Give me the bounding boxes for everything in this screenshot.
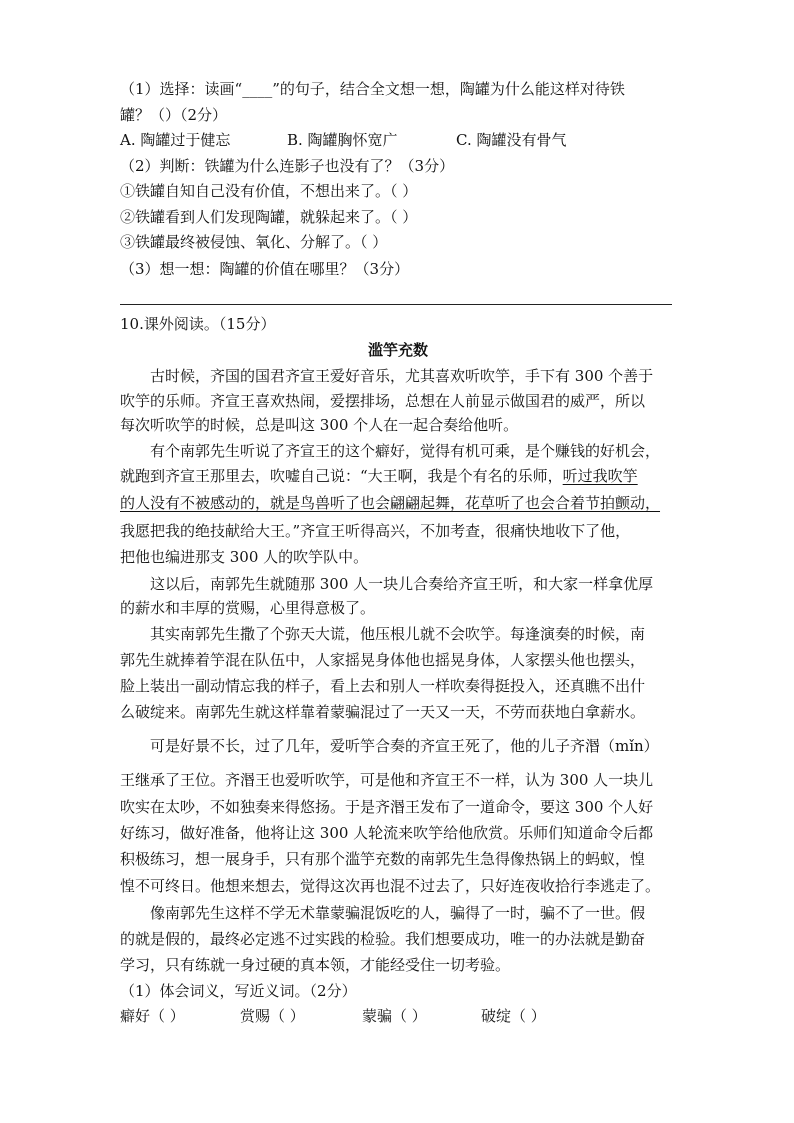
passage-line: 其实南郭先生撒了个弥天大谎，他压根儿就不会吹竽。每逢演奏的时候，南 [150,625,646,643]
question-9-1-line-1: （1）选择：读画“____”的句子，结合全文想一想，陶罐为什么能这样对待铁 [120,80,625,98]
passage-line: 的薪水和丰厚的赏赐，心里得意极了。 [120,599,376,617]
passage-title: 滥竽充数 [367,341,428,359]
question-9-1-line-2: 罐？（）（2分） [120,106,228,124]
judge-item-2: ②铁罐看到人们发现陶罐，就躲起来了。（ ） [120,208,418,226]
option-b: B. 陶罐胸怀宽广 [287,131,398,149]
word-blank-4: 破绽（ ） [481,1007,546,1025]
passage-line: 吹实在太吵，不如独奏来得悠扬。于是齐湣王发布了一道命令，要这 300 个人好 [120,798,654,816]
section-10-heading: 10.课外阅读。（15分） [120,315,276,333]
passage-line: 惶不可终日。他想来想去，觉得这次再也混不过去了，只好连夜收拾行李逃走了。 [120,877,661,895]
passage-line: 的就是假的，最终必定逃不过实践的检验。我们想要成功，唯一的办法就是勤奋 [120,930,646,948]
passage-line: 吹竽的乐师。齐宣王喜欢热闹，爱摆排场，总想在人前显示做国君的威严，所以 [120,392,646,410]
passage-line: 好练习，做好准备，他将让这 300 人轮流来吹竽给他欣赏。乐师们知道命令后都 [120,824,654,842]
judge-item-1: ①铁罐自知自己没有价值，不想出来了。（ ） [120,182,418,200]
question-10-1: （1）体会词义，写近义词。（2分） [120,982,357,1000]
passage-line: 我愿把我的绝技献给大王。”齐宣王听得高兴，不加考查，很痛快地收下了他， [120,522,631,540]
question-9-2: （2）判断：铁罐为什么连影子也没有了？（3分） [120,157,455,175]
passage-line: 脸上装出一副动情忘我的样子，看上去和别人一样吹奏得挺投入，还真瞧不出什 [120,677,646,695]
passage-line: 王继承了王位。齐湣王也爱听吹竽，可是他和齐宣王不一样，认为 300 人一块儿 [120,771,654,789]
underlined-sentence: 的人没有不被感动的，就是鸟兽听了也会翩翩起舞，花草听了也会合着节拍颤动， [120,494,661,512]
passage-line: 有个南郭先生听说了齐宣王的这个癖好，觉得有机可乘，是个赚钱的好机会， [150,442,661,460]
judge-item-3: ③铁罐最终被侵蚀、氧化、分解了。（ ） [120,233,388,251]
passage-line: 郭先生就捧着竽混在队伍中，人家摇晃身体他也摇晃身体，人家摆头他也摆头， [120,651,646,669]
passage-line: 学习，只有练就一身过硬的真本领，才能经受住一切考验。 [120,956,511,974]
passage-line: 像南郭先生这样不学无术靠蒙骗混饭吃的人，骗得了一时，骗不了一世。假 [150,904,646,922]
passage-line: 古时候，齐国的国君齐宣王爱好音乐，尤其喜欢听吹竽，手下有 300 个善于 [150,367,654,385]
option-c: C. 陶罐没有骨气 [456,131,567,149]
underlined-sentence: 听过我吹竽 [562,467,638,485]
passage-line: 么破绽来。南郭先生就这样靠着蒙骗混过了一天又一天，不劳而获地白拿薪水。 [120,703,646,721]
passage-line: 可是好景不长，过了几年，爱听竽合奏的齐宣王死了，他的儿子齐湣（mǐn） [150,737,659,755]
word-blank-1: 癖好（ ） [120,1007,185,1025]
question-9-3: （3）想一想：陶罐的价值在哪里？（3分） [120,260,410,278]
option-a: A. 陶罐过于健忘 [120,131,231,149]
passage-line [120,466,676,486]
passage-line: 每次听吹竽的时候，总是叫这 300 个人在一起合奏给他听。 [120,416,519,434]
answer-line [120,304,672,305]
passage-line: 这以后，南郭先生就随那 300 人一块儿合奏给齐宣王听，和大家一样拿优厚 [150,575,654,593]
passage-text: 就跑到齐宣王那里去，吹嘘自己说：“大王啊，我是个有名的乐师， [120,467,563,485]
word-blank-3: 蒙骗（ ） [362,1007,427,1025]
passage-line: 把他也编进那支 300 人的吹竽队中。 [120,548,369,566]
word-blank-2: 赏赐（ ） [240,1007,305,1025]
passage-line: 积极练习，想一展身手，只有那个滥竽充数的南郭先生急得像热锅上的蚂蚁，惶 [120,850,646,868]
